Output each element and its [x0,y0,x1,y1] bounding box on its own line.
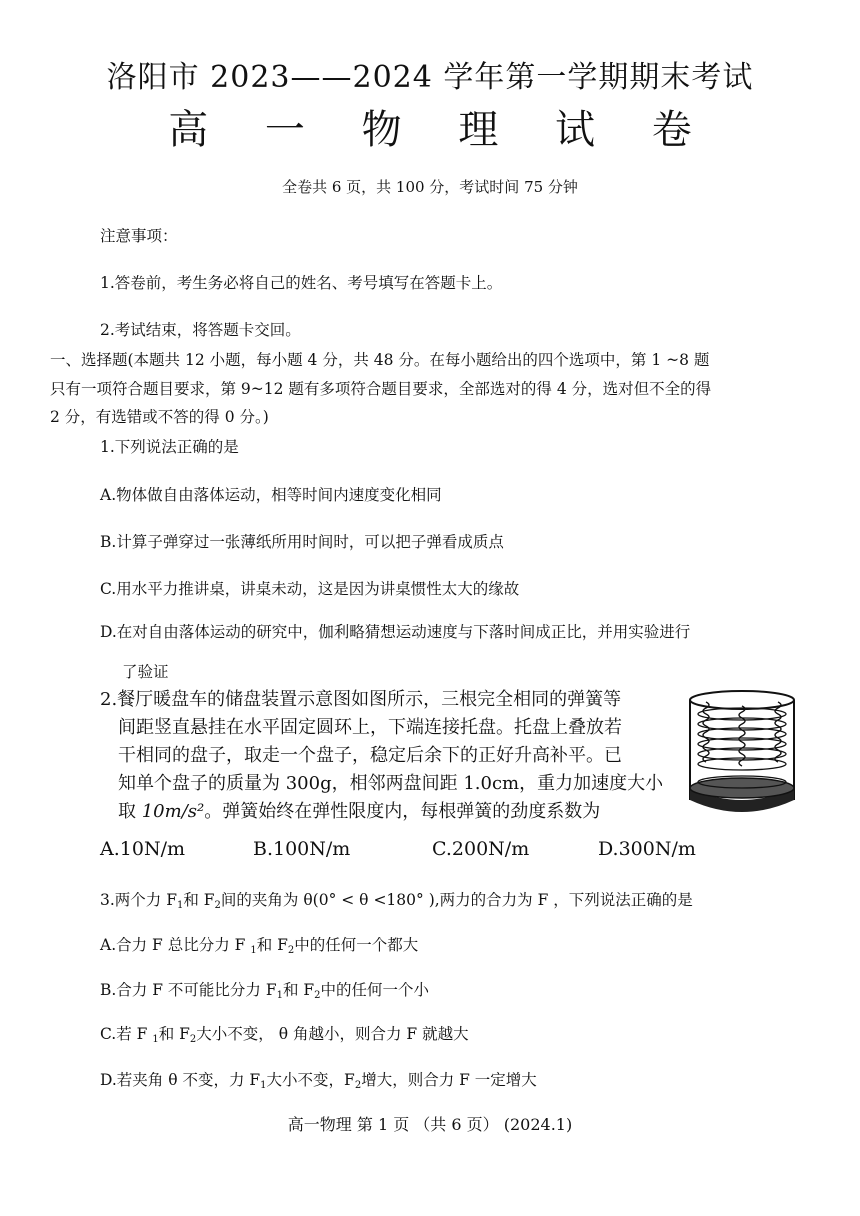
q3-stem: 3.两个力 $F_1$和 $F_2$间的夹角为 θ(0° < θ <180° ),两力的合力为 F ，下列说法正确的是 [100,891,693,911]
subject-title: 高 一 物 理 试 卷 [168,107,714,153]
q1-option-a: A.物体做自由落体运动，相等时间内速度变化相同 [100,486,442,504]
q3-option-c: C.若 F $_1$和 $F_2$大小不变， θ 角越小，则合力 F 就越大 [100,1025,469,1045]
q1-option-d-line1: D.在对自由落体运动的研究中，伽利略猜想运动速度与下落时间成正比，并用实验进行 [100,623,691,641]
q3-option-d: D.若夹角 θ 不变，力 $F_1$大小不变，$F_2$增大，则合力 F 一定增大 [100,1071,537,1091]
note-item-1: 1.答卷前，考生务必将自己的姓名、考号填写在答题卡上。 [100,274,503,292]
q1-stem: 1.下列说法正确的是 [100,438,239,456]
q1-option-c: C.用水平力推讲桌，讲桌未动，这是因为讲桌惯性太大的缘故 [100,580,520,598]
section-instructions-line3: 2 分，有选错或不答的得 0 分。) [50,408,269,426]
page-footer: 高一物理 第 1 页 （共 6 页） (2024.1) [287,1115,573,1134]
q2-line5 [100,798,690,826]
section-instructions-line1: 一、选择题(本题共 12 小题，每小题 4 分，共 48 分。在每小题给出的四个选项中，第 1 ~8 题 [50,351,710,369]
notes-heading: 注意事项： [100,227,178,245]
q2-line4: 知单个盘子的质量为 300g，相邻两盘间距 1.0cm，重力加速度大小 [118,773,664,794]
q2-line1: 2.餐厅暖盘车的储盘装置示意图如图所示，三根完全相同的弹簧等 [100,689,622,710]
q3-option-a: A.合力 F 总比分力 F $_1$和 $F_2$中的任何一个都大 [100,936,419,956]
spring-tray-figure [686,688,798,820]
q2-option-d: D.300N/m [598,838,696,860]
q2-option-b: B.100N/m [253,838,351,860]
q2-line2: 间距竖直悬挂在水平固定圆环上，下端连接托盘。托盘上叠放若 [118,717,622,738]
q2-line3: 干相同的盘子，取走一个盘子，稳定后余下的正好升高补平。已 [118,745,622,766]
q2-option-c: C.200N/m [432,838,530,860]
note-item-2: 2.考试结束，将答题卡交回。 [100,321,301,339]
q2-option-a: A.10N/m [100,838,185,860]
section-instructions-line2: 只有一项符合题目要求，第 9~12 题有多项符合题目要求，全部选对的得 4 分，选对但不全的得 [50,380,712,398]
q2-stem [100,686,690,826]
q2-math-acceleration: 10m/s² [141,801,205,822]
exam-title: 洛阳市 2023——2024 学年第一学期期末考试 [106,60,754,95]
q2-line5-post: 。弹簧始终在弹性限度内，每根弹簧的劲度系数为 [204,801,601,822]
q3-option-b: B.合力 F 不可能比分力 $F_1$和 $F_2$中的任何一个小 [100,981,430,1001]
exam-info: 全卷共 6 页，共 100 分，考试时间 75 分钟 [282,178,578,196]
q1-option-d-line2: 了验证 [122,663,169,681]
q2-line5-pre: 取 [118,801,142,822]
q1-option-b: B.计算子弹穿过一张薄纸所用时间时，可以把子弹看成质点 [100,533,504,551]
